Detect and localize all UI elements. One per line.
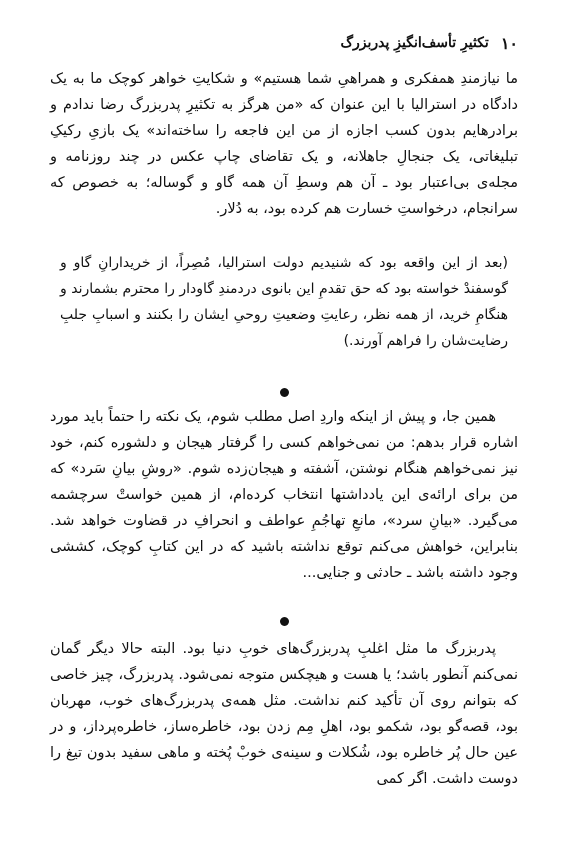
running-title: تکثیرِ تأسف‌انگیزِ پدربزرگ	[340, 35, 489, 51]
paragraph-1: ما نیازمندِ همفکری و همراهیِ شما هستیم» و شکایتِ خواهر کوچک ما به یک دادگاه در استرالیا با این عنوان که «من هرگز به تکثیرِ پدربزرگ رضا ندادم و برادرهایم بدون کسب اجازه از من این فاجعه را ساخته‌اند» یک بازیِ رکیکِ تبلیغاتی، یک جنجالِ جاهلانه، و یک تقاضای چاپ عکس در چند روزنامه و مجله‌ی بی‌اعتبار بود ـ آن هم وسطِ آن همه گاو و گوساله؛ به خصوص که سرانجام، درخواستِ خسارت هم کرده بود، به دُلار.	[50, 71, 518, 217]
page-header	[50, 30, 518, 56]
paragraph-3: پدربزرگ ما مثل اغلبِ پدربزرگ‌های خوبِ دنیا بود. البته حالا دیگر گمان نمی‌کنم آنطور باشد؛ یا هست و هیچکس متوجه نمی‌شود. پدربزرگ، چیز خاصی که بتوانم روی آن تأکید کنم نداشت. مثل همه‌ی پدربزرگ‌های خوب، مهربان بود، قصه‌گو بود، شکمو بود، اهلِ مِم زدن بود، خاطره‌ساز، خاطره‌پرداز، و در عین حال پُر خاطره بود، شُکلات و سینه‌ی خوبْ پُخته و ماهی سفید بدون تیغ را دوست داشت. اگر کمی	[50, 641, 518, 787]
section-separator-2	[280, 617, 289, 626]
quote-block: (بعد از این واقعه بود که شنیدیم دولت استرالیا، مُصِراً، از خریدارانِ گاو و گوسفندْ خواسته بود که حق تقدمِ این بانوی دردمندِ گاودار را محترم بشمارند و هنگامِ خرید، از همه نظر، رعایتِ وضعیتِ روحیِ ایشان را بکنند و اسبابِ جلبِ رضایت‌شان را فراهم آورند.)	[60, 255, 508, 349]
page-number: ۱۰	[500, 33, 518, 53]
paragraph-2: همین جا، و پیش از اینکه واردِ اصل مطلب شوم، یک نکته را حتماً باید مورد اشاره قرار بدهم: من نمی‌خواهم کسی را گرفتار هیجان و دلشوره کنم، خود نیز نمی‌خواهم هنگام نوشتن، آشفته و هیجان‌زده شوم. «روشِ بیانِ سَرد» که من برای ارائه‌ی این یادداشتها انتخاب کرده‌ام، از همین خواستْ سرچشمه می‌گیرد. «بیانِ سرد»، مانعِ تهاجُمِ عواطف و انحرافِ در قضاوت خواهد شد. بنابراین، خواهش می‌کنم توقع نداشته باشید که در این کتابِ کوچک، کششی وجود داشته باشد ـ حادثی و جنایی...	[50, 409, 518, 581]
section-separator-1	[280, 388, 289, 397]
